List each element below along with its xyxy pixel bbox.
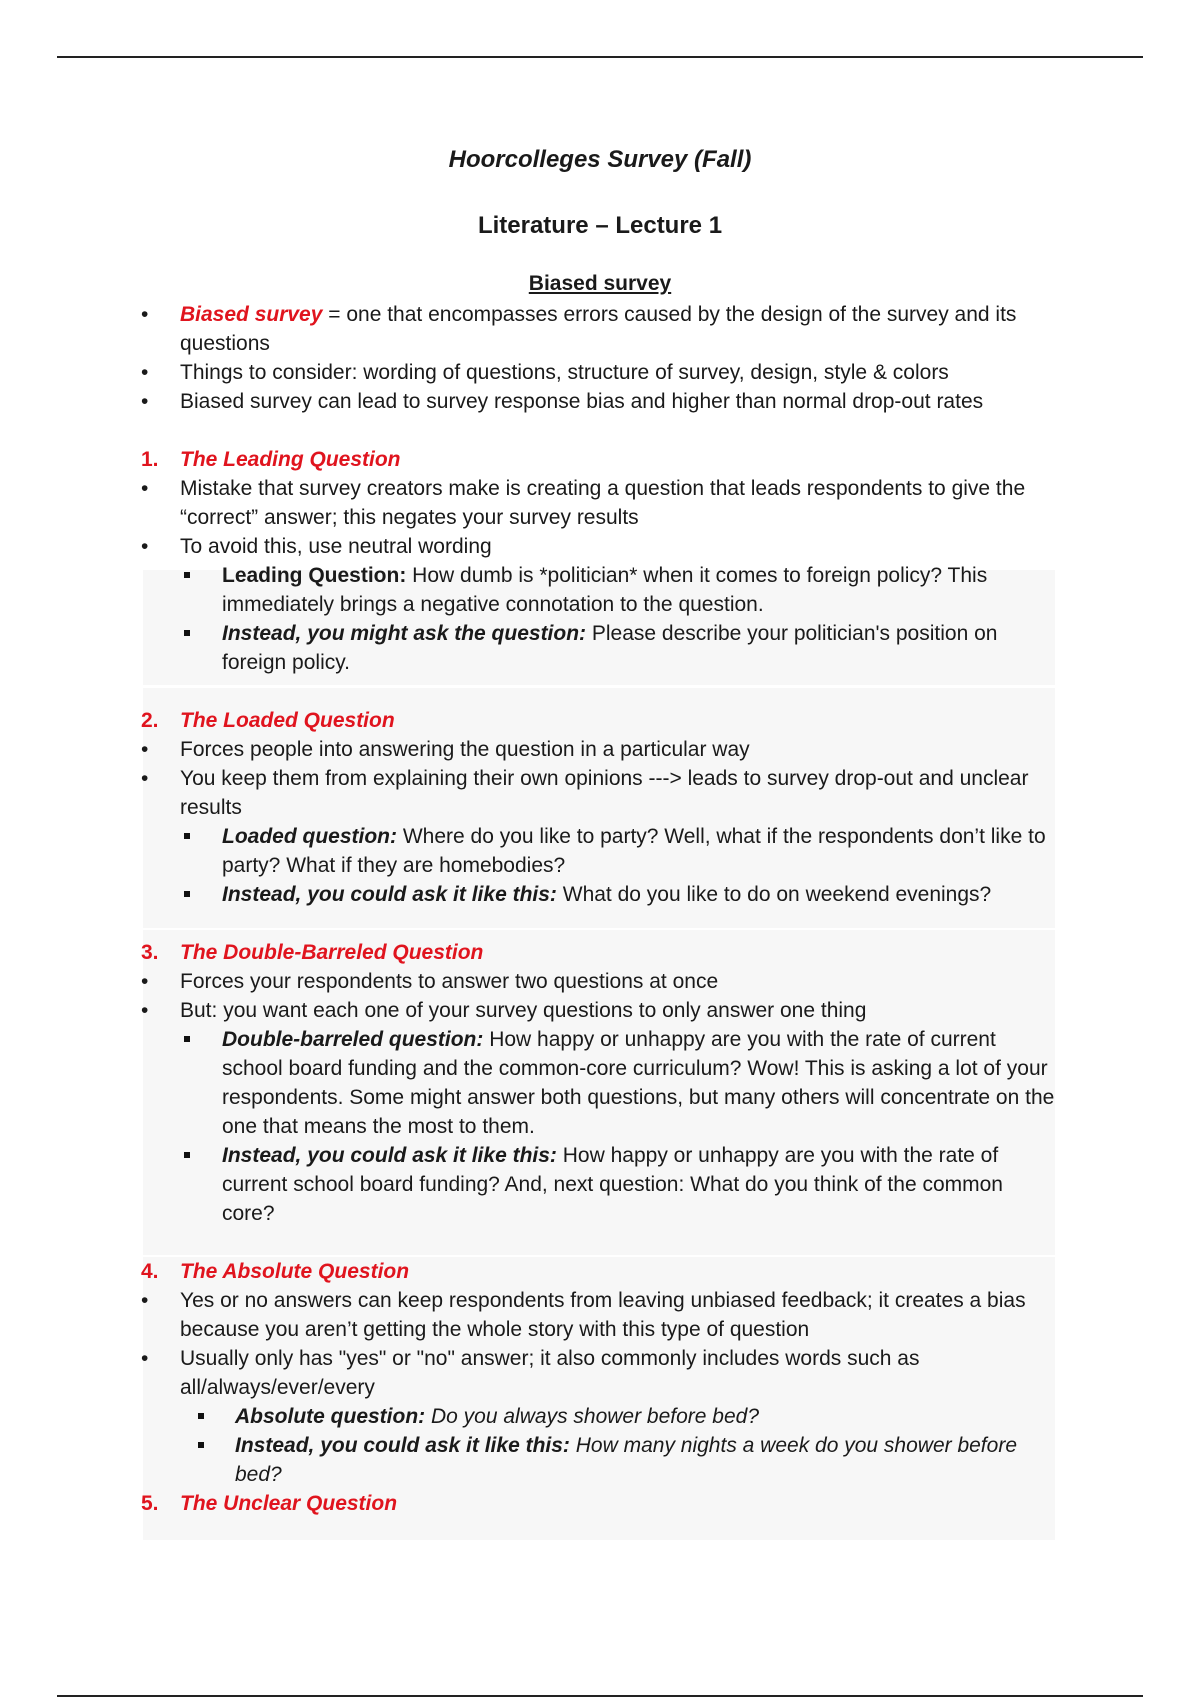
bottom-rule	[57, 1695, 1143, 1697]
example-text: Where do you like to party? Well, what if the respondents don’t like to party? What if they are homebodies?	[222, 825, 1046, 877]
section-heading-leading	[141, 445, 1061, 474]
list-item: • Biased survey can lead to survey response bias and higher than normal drop-out rates	[141, 387, 1061, 416]
example-item	[183, 561, 1061, 619]
list-item: • To avoid this, use neutral wording	[141, 532, 1061, 561]
section-1-examples	[141, 561, 1061, 677]
intro-list	[141, 300, 1061, 416]
example-item	[183, 822, 1061, 880]
section-heading-absolute	[141, 1257, 1061, 1286]
section-number: 2.	[141, 709, 159, 732]
definition-text: = one that encompasses errors caused by the design of the survey and its questions	[180, 303, 1017, 355]
example-label: Leading Question:	[222, 564, 407, 587]
document-body	[141, 300, 1061, 1518]
section-heading-text: The Absolute Question	[180, 1260, 410, 1283]
section-heading-text: The Double-Barreled Question	[180, 941, 484, 964]
example-text: Please describe your politician's position on foreign policy.	[222, 622, 998, 674]
example-item	[183, 1025, 1061, 1141]
list-item: • Forces your respondents to answer two questions at once	[141, 967, 1061, 996]
section-2-bullets	[141, 735, 1061, 822]
example-label: Instead, you could ask it like this:	[235, 1434, 570, 1457]
section-number: 4.	[141, 1260, 159, 1283]
example-item	[197, 1431, 1061, 1489]
example-label: Instead, you might ask the question:	[222, 622, 587, 645]
section-heading-double-barreled	[141, 938, 1061, 967]
section-heading-loaded	[141, 706, 1061, 735]
list-item: • Mistake that survey creators make is creating a question that leads respondents to give the “correct” answer; this negates your survey results	[141, 474, 1061, 532]
section-number: 3.	[141, 941, 159, 964]
example-label: Absolute question:	[235, 1405, 426, 1428]
section-heading-text: The Loaded Question	[180, 709, 395, 732]
section-4-bullets	[141, 1286, 1061, 1402]
example-text: How happy or unhappy are you with the rate of current school board funding? And, next question: What do you think of the common core?	[222, 1144, 1003, 1225]
example-label: Instead, you could ask it like this:	[222, 883, 557, 906]
list-item	[141, 300, 1061, 358]
list-item: • But: you want each one of your survey questions to only answer one thing	[141, 996, 1061, 1025]
example-label: Instead, you could ask it like this:	[222, 1144, 557, 1167]
list-item: • Things to consider: wording of questions, structure of survey, design, style & colors	[141, 358, 1061, 387]
section-4-examples	[141, 1402, 1061, 1489]
example-label: Loaded question:	[222, 825, 397, 848]
example-text: How dumb is *politician* when it comes to foreign policy? This immediately brings a negative connotation to the question.	[222, 564, 988, 616]
section-2-examples	[141, 822, 1061, 909]
section-number: 5.	[141, 1492, 159, 1515]
example-text: How happy or unhappy are you with the rate of current school board funding and the common-core curriculum? Wow! This is asking a lot of your respondents. Some might answer both questions, but many others will concentrate on the one that means the most to them.	[222, 1028, 1055, 1138]
example-item	[197, 1402, 1061, 1431]
section-number: 1.	[141, 448, 159, 471]
document-subtitle: Literature – Lecture 1	[477, 212, 723, 239]
example-text: What do you like to do on weekend evenings?	[556, 883, 992, 906]
list-item: • Forces people into answering the question in a particular way	[141, 735, 1061, 764]
list-item: • You keep them from explaining their own opinions ---> leads to survey drop-out and unclear results	[141, 764, 1061, 822]
list-item: • Yes or no answers can keep respondents from leaving unbiased feedback; it creates a bias because you aren’t getting the whole story with this type of question	[141, 1286, 1061, 1344]
term-biased-survey: Biased survey	[180, 303, 323, 326]
top-rule	[57, 56, 1143, 58]
example-label: Double-barreled question:	[222, 1028, 484, 1051]
section-3-bullets	[141, 967, 1061, 1025]
section-heading-text: The Unclear Question	[180, 1492, 398, 1515]
example-text: How many nights a week do you shower before bed?	[235, 1434, 1017, 1486]
section-3-examples	[141, 1025, 1061, 1228]
example-item	[183, 880, 1061, 909]
section-heading-unclear	[141, 1489, 1061, 1518]
example-text: Do you always shower before bed?	[425, 1405, 760, 1428]
example-item	[183, 1141, 1061, 1228]
section-heading-text: The Leading Question	[180, 448, 401, 471]
document-title: Hoorcolleges Survey (Fall)	[448, 146, 752, 173]
section-title: Biased survey	[528, 272, 672, 295]
section-1-bullets	[141, 474, 1061, 561]
example-item	[183, 619, 1061, 677]
list-item: • Usually only has "yes" or "no" answer; it also commonly includes words such as all/always/ever/every	[141, 1344, 1061, 1402]
